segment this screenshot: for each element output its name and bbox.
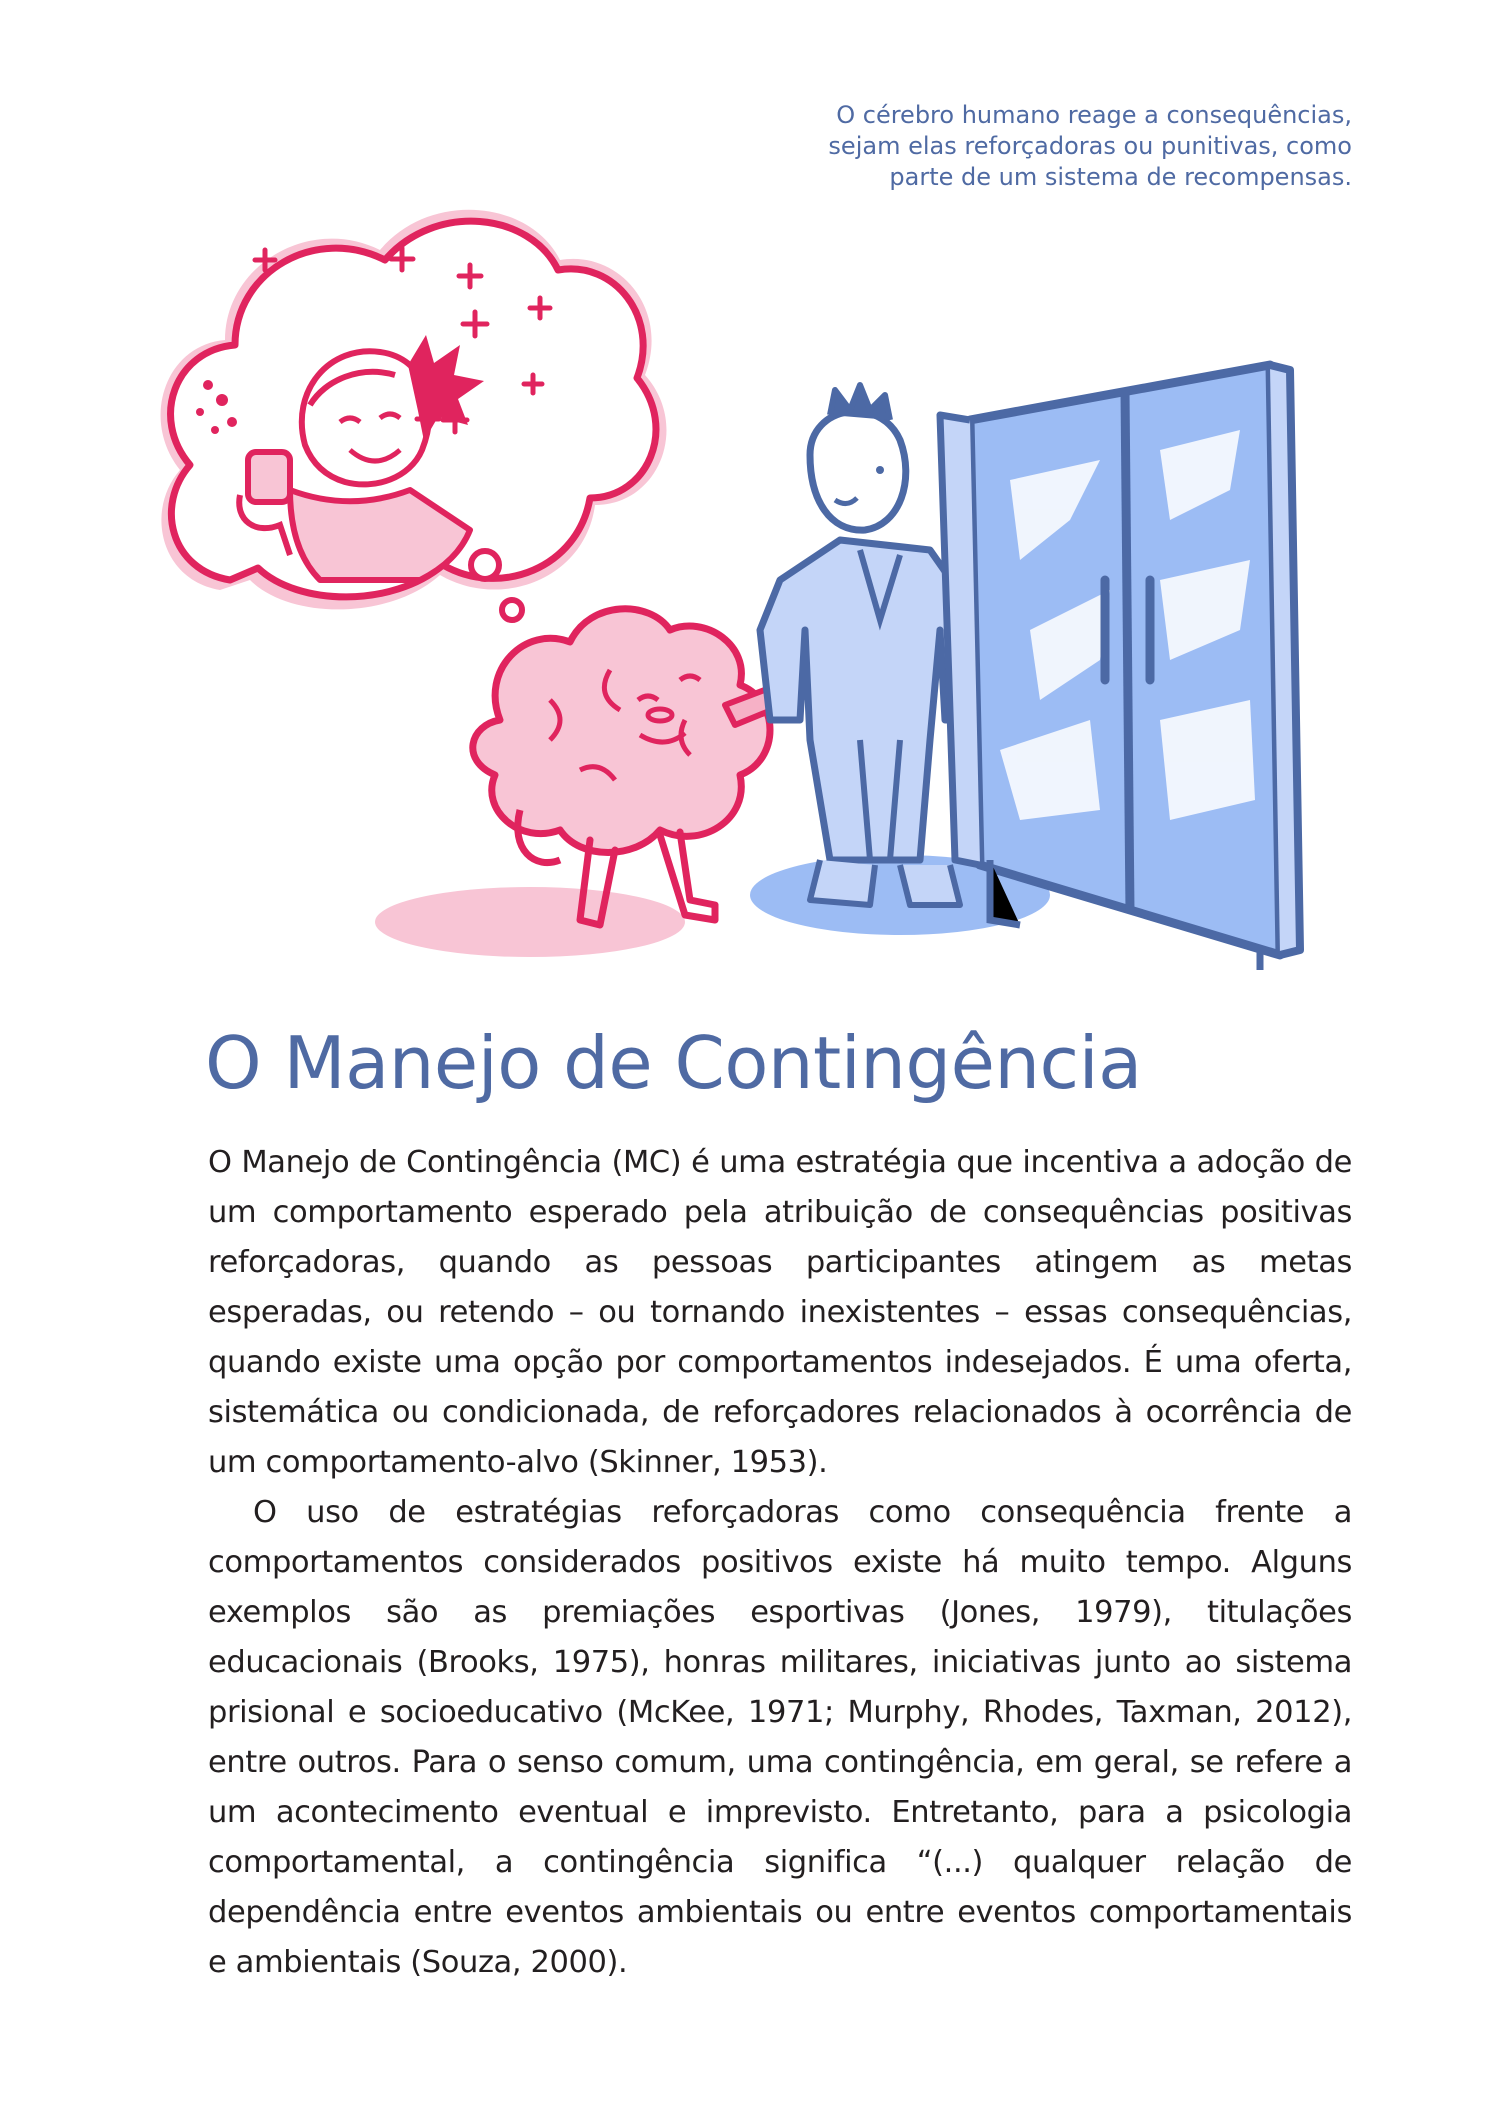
caption-line: O cérebro humano reage a consequências,: [836, 101, 1352, 129]
page-title: O Manejo de Contingência: [205, 1021, 1142, 1105]
refrigerator-icon: [940, 365, 1300, 970]
paragraph: O Manejo de Contingência (MC) é uma estratégia que incentiva a adoção de um comportamento esperado pela atribuição de consequências positivas reforçadoras, quando as pessoas participantes atingem as metas esperadas, ou retendo – ou tornando inexistentes – essas consequências, quando existe uma opção por comportamentos indesejados. É uma oferta, sistemática ou condicionada, de reforçadores relacionados à ocorrência de um comportamento-alvo (Skinner, 1953).: [208, 1145, 1352, 1480]
illustration: [140, 160, 1380, 980]
paragraph: O uso de estratégias reforçadoras como consequência frente a comportamentos considerados positivos existe há muito tempo. Alguns exemplos são as premiações esportivas (Jones, 1979), titulações educacionais (Brooks, 1975), honras militares, iniciativas junto ao sistema prisional e socioeducativo (McKee, 1971; Murphy, Rhodes, Taxman, 2012), entre outros. Para o senso comum, uma contingência, em geral, se refere a um acontecimento eventual e imprevisto. Entretanto, para a psicologia comportamental, a contingência significa “(...) qualquer relação de dependência entre eventos ambientais ou entre eventos comportamentais e ambientais (Souza, 2000).: [208, 1495, 1352, 1980]
thought-bubble-icon: [161, 210, 667, 620]
body-text: [208, 1138, 1352, 1988]
caption-line: sejam elas reforçadoras ou punitivas, como: [828, 132, 1352, 160]
caption-line: parte de um sistema de recompensas.: [889, 163, 1352, 191]
